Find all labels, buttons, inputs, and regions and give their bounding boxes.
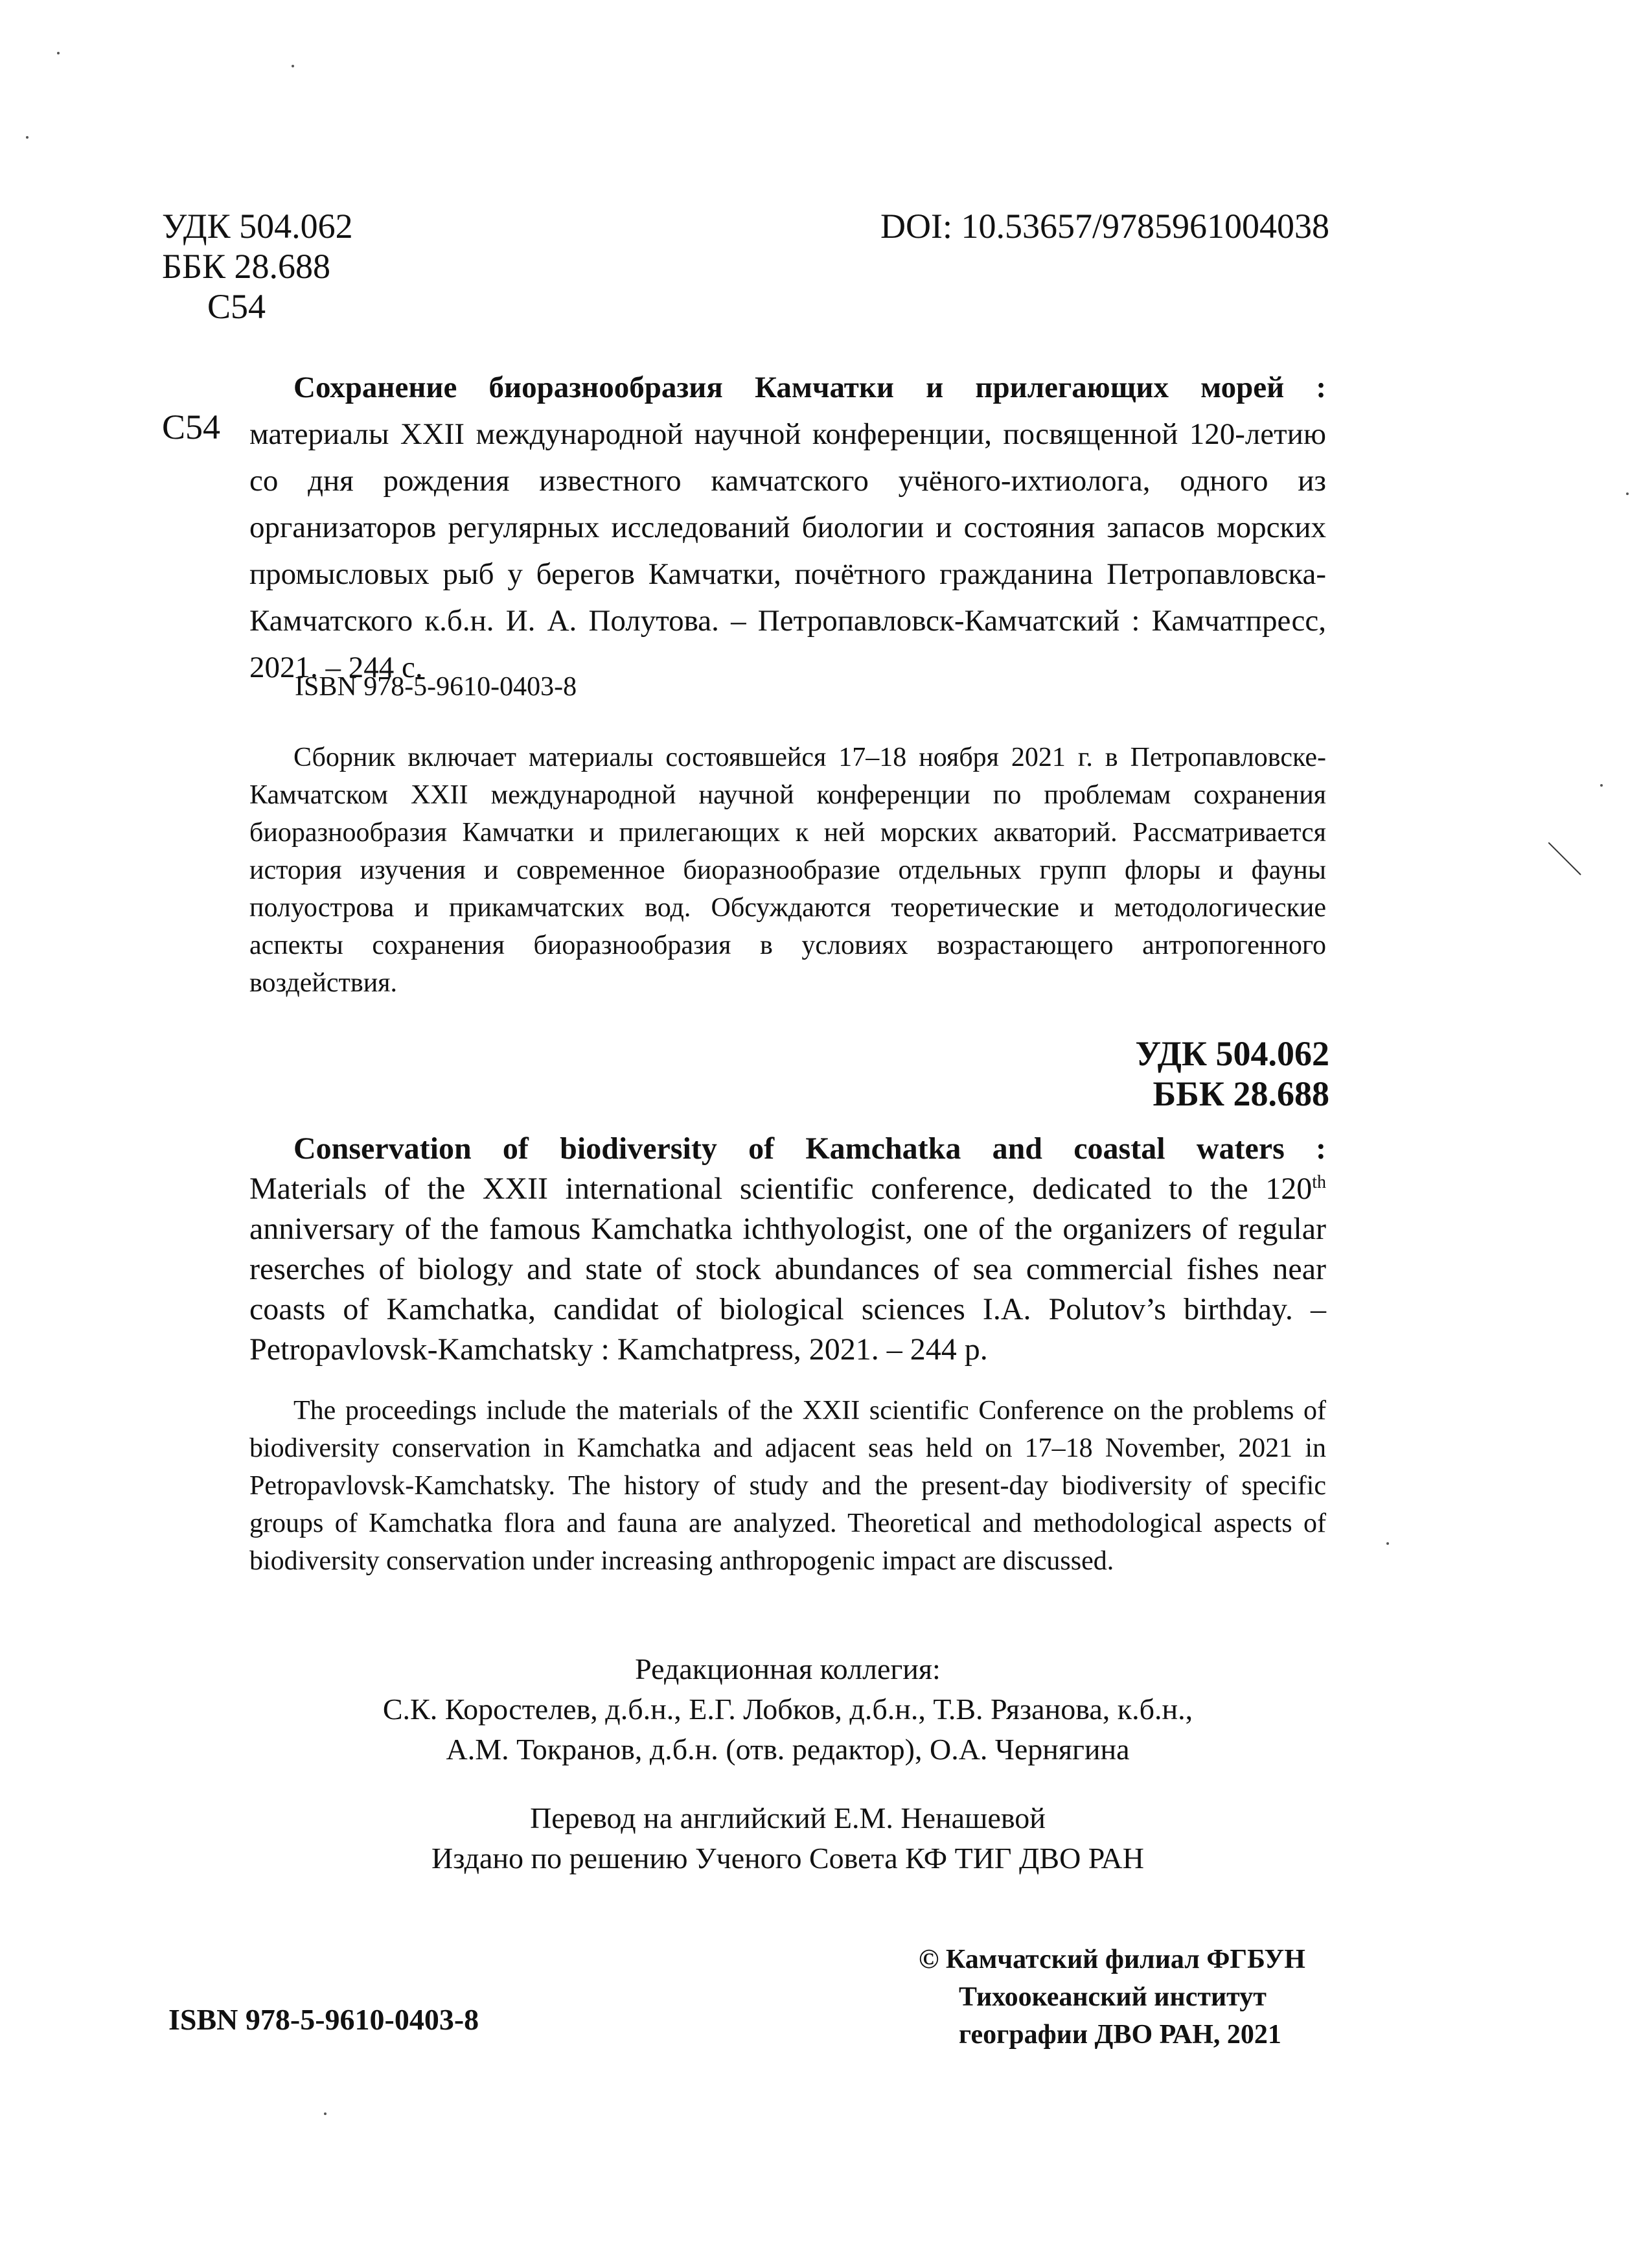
translation-credit: Перевод на английский Е.М. Ненашевой bbox=[530, 1801, 1046, 1834]
scan-speck bbox=[292, 65, 294, 67]
english-body-part2: anniversary of the famous Kamchatka ichthyologist, one of the organizers of regular reserches of biology and state of stock abundances of sea commercial fishes near coasts of Kamchatka, candidat of biological sciences I.A. Polutov’s birthday. – Petropavlovsk-Kamchatsky : Kamchatpress, 2021. – 244 p. bbox=[249, 1212, 1326, 1367]
header-classification bbox=[162, 206, 353, 327]
doi: DOI: 10.53657/9785961004038 bbox=[880, 207, 1329, 246]
russian-title: Сохранение биоразнообразия Камчатки и прилегающих морей bbox=[293, 371, 1285, 404]
author-mark: С54 bbox=[207, 287, 266, 326]
russian-title-line bbox=[249, 364, 1326, 411]
english-title: Conservation of biodiversity of Kamchatka and coastal waters bbox=[293, 1131, 1285, 1166]
bbk-code-right: ББК 28.688 bbox=[1153, 1074, 1329, 1113]
publication-decision: Издано по решению Ученого Совета КФ ТИГ ДВО РАН bbox=[431, 1842, 1144, 1875]
english-entry-body bbox=[249, 1169, 1326, 1370]
english-title-line bbox=[249, 1129, 1326, 1169]
margin-author-mark: С54 bbox=[162, 408, 221, 446]
credits bbox=[249, 1798, 1326, 1879]
editorial-board-line2: А.М. Токранов, д.б.н. (отв. редактор), О.А. Чернягина bbox=[446, 1733, 1130, 1766]
russian-bibliographic-entry bbox=[249, 364, 1326, 691]
classification-right bbox=[1136, 1034, 1329, 1114]
russian-entry-body: материалы XXII международной научной конференции, посвященной 120-летию со дня рождения известного камчатского учёного-ихтиолога, одного из организаторов регулярных исследований биологии и состояния запасов морских промысловых рыб у берегов Камчатки, почётного гражданина Петропавловска-Камчатского к.б.н. И. А. Полутова. – Петропавловск-Камчатский : Камчатпресс, 2021. – 244 с. bbox=[249, 417, 1326, 684]
scan-speck bbox=[324, 2112, 327, 2115]
english-abstract: The proceedings include the materials of the XXII scientific Conference on the problems of biodiversity conservation in Kamchatka and adjacent seas held on 17–18 November, 2021 in Petropavlovsk-Kamchatsky. The history of study and the present-day biodiversity of specific groups of Kamchatka flora and fauna are analyzed. Theoretical and methodological aspects of biodiversity conservation under increasing anthropogenic impact are discussed. bbox=[249, 1396, 1326, 1576]
english-body-part1: Materials of the XXII international scientific conference, dedicated to the 120 bbox=[249, 1172, 1313, 1206]
bbk-code: ББК 28.688 bbox=[162, 247, 331, 286]
editorial-board-heading: Редакционная коллегия: bbox=[635, 1652, 941, 1685]
russian-isbn: ISBN 978-5-9610-0403-8 bbox=[295, 672, 577, 702]
copyright-line2: Тихоокеанский институт bbox=[959, 1982, 1267, 2012]
russian-abstract: Сборник включает материалы состоявшейся 17–18 ноября 2021 г. в Петропавловске-Камчатском XXII международной научной конференции по проблемам сохранения биоразнообразия Камчатки и прилегающих к ней морских акваторий. Рассматривается история изучения и современное биоразнообразие отдельных групп флоры и фауны полуострова и прикамчатских вод. Обсуждаются теоретические и методологические аспекты сохранения биоразнообразия в условиях возрастающего антропогенного воздействия. bbox=[249, 743, 1326, 998]
scan-speck bbox=[1600, 784, 1603, 787]
superscript-th: th bbox=[1312, 1172, 1326, 1192]
editorial-board-line1: С.К. Коростелев, д.б.н., Е.Г. Лобков, д.б.н., Т.В. Рязанова, к.б.н., bbox=[382, 1693, 1193, 1726]
english-bibliographic-entry bbox=[249, 1129, 1326, 1370]
scan-speck bbox=[1626, 492, 1629, 495]
copyright-line3: географии ДВО РАН, 2021 bbox=[959, 2020, 1281, 2050]
scan-speck bbox=[1386, 1542, 1389, 1545]
footer-isbn: ISBN 978-5-9610-0403-8 bbox=[168, 2003, 479, 2036]
copyright-org: Камчатский филиал ФГБУН bbox=[945, 1945, 1305, 1974]
udk-code-right: УДК 504.062 bbox=[1135, 1034, 1329, 1073]
scan-speck bbox=[26, 136, 29, 139]
title-separator: : bbox=[1284, 371, 1326, 404]
title-separator: : bbox=[1284, 1131, 1327, 1166]
copyright-block bbox=[919, 1941, 1305, 2053]
scan-mark bbox=[1548, 842, 1587, 881]
scan-speck bbox=[57, 52, 60, 54]
udk-code: УДК 504.062 bbox=[162, 207, 353, 246]
copyright-icon: © bbox=[919, 1945, 939, 1974]
copyright-line1 bbox=[919, 1941, 1305, 1978]
editorial-board bbox=[249, 1649, 1326, 1770]
